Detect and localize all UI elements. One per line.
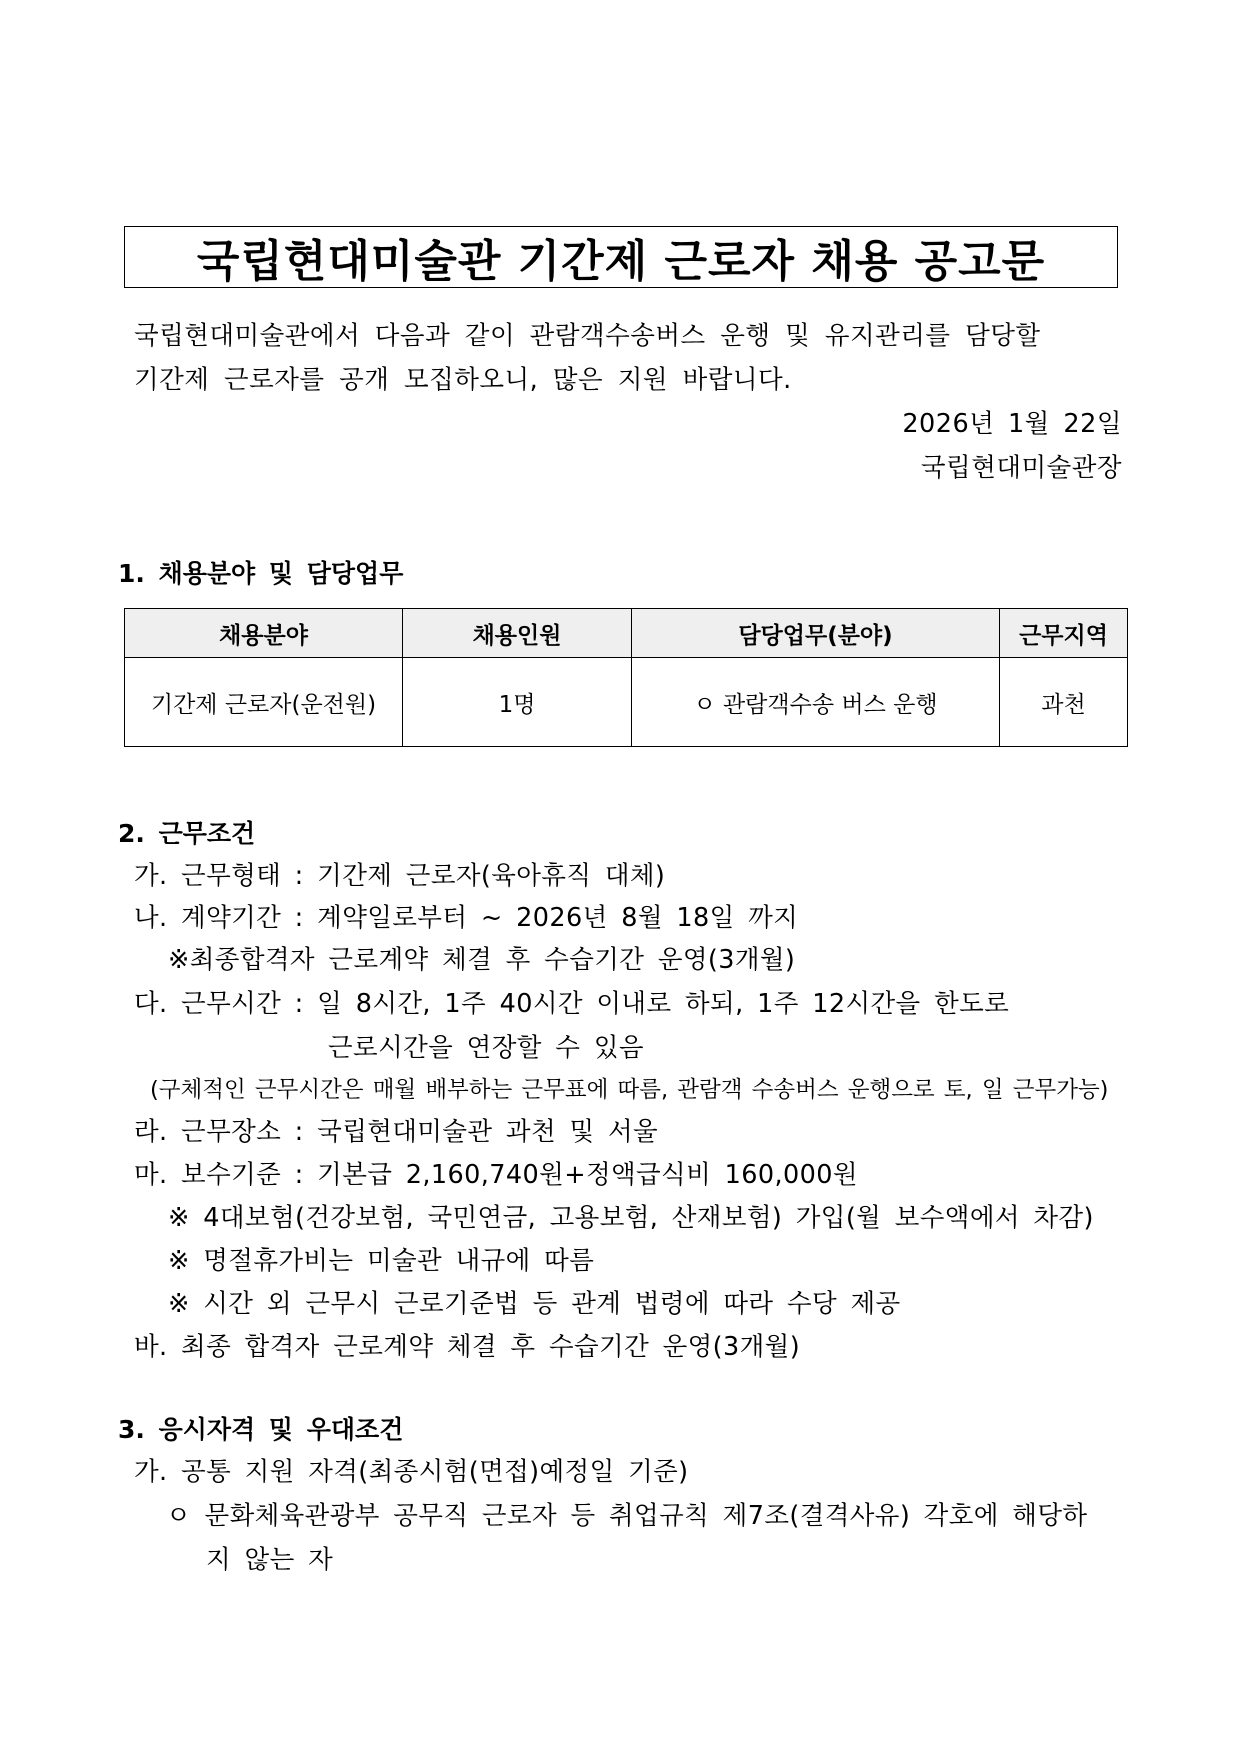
table-cell: 과천 — [1000, 658, 1128, 747]
condition-c-note: (구체적인 근무시간은 매월 배부하는 근무표에 따름, 관람객 수송버스 운행으로 토, 일 근무가능) — [150, 1077, 1109, 1103]
condition-e-note-2: ※ 명절휴가비는 미술관 내규에 따름 — [168, 1246, 595, 1276]
eligibility-item-line-1: ㅇ 문화체육관광부 공무직 근로자 등 취업규칙 제7조(결격사유) 각호에 해당하 — [166, 1501, 1088, 1531]
notice-date: 2026년 1월 22일 — [902, 409, 1122, 439]
condition-e-note-1: ※ 4대보험(건강보험, 국민연금, 고용보험, 산재보험) 가입(월 보수액에서 차감) — [168, 1203, 1094, 1233]
condition-c-continued: 근로시간을 연장할 수 있음 — [328, 1033, 644, 1063]
table-cell: 1명 — [403, 658, 632, 747]
condition-f: 바. 최종 합격자 근로계약 체결 후 수습기간 운영(3개월) — [134, 1332, 801, 1362]
condition-a: 가. 근무형태 : 기간제 근로자(육아휴직 대체) — [134, 861, 666, 891]
table-row — [125, 658, 1128, 747]
section2-heading: 2. 근무조건 — [118, 819, 256, 848]
table-cell: 기간제 근로자(운전원) — [125, 658, 403, 747]
table-header: 채용분야 — [125, 609, 403, 658]
table-header: 담당업무(분야) — [632, 609, 1000, 658]
condition-e-note-3: ※ 시간 외 근무시 근로기준법 등 관계 법령에 따라 수당 제공 — [168, 1289, 901, 1319]
intro-line-1: 국립현대미술관에서 다음과 같이 관람객수송버스 운행 및 유지관리를 담당할 — [134, 321, 1041, 351]
table-cell: ㅇ 관람객수송 버스 운행 — [632, 658, 1000, 747]
section1-heading: 1. 채용분야 및 담당업무 — [118, 559, 404, 588]
condition-d: 라. 근무장소 : 국립현대미술관 과천 및 서울 — [134, 1117, 659, 1147]
condition-b-note: ※최종합격자 근로계약 체결 후 수습기간 운영(3개월) — [168, 945, 796, 975]
section3-heading: 3. 응시자격 및 우대조건 — [118, 1415, 404, 1444]
table-header: 근무지역 — [1000, 609, 1128, 658]
condition-c: 다. 근무시간 : 일 8시간, 1주 40시간 이내로 하되, 1주 12시간을 한도로 — [134, 989, 1010, 1019]
intro-line-2: 기간제 근로자를 공개 모집하오니, 많은 지원 바랍니다. — [134, 365, 792, 395]
condition-e: 마. 보수기준 : 기본급 2,160,740원+정액급식비 160,000원 — [134, 1160, 858, 1190]
recruitment-table — [124, 608, 1128, 747]
table-header-row — [125, 609, 1128, 658]
eligibility-item-line-2: 지 않는 자 — [206, 1545, 334, 1575]
condition-b: 나. 계약기간 : 계약일로부터 ~ 2026년 8월 18일 까지 — [134, 903, 799, 933]
page-title: 국립현대미술관 기간제 근로자 채용 공고문 — [124, 226, 1118, 288]
eligibility-a: 가. 공통 지원 자격(최종시험(면접)예정일 기준) — [134, 1457, 689, 1487]
issuer: 국립현대미술관장 — [920, 453, 1122, 483]
table-header: 채용인원 — [403, 609, 632, 658]
